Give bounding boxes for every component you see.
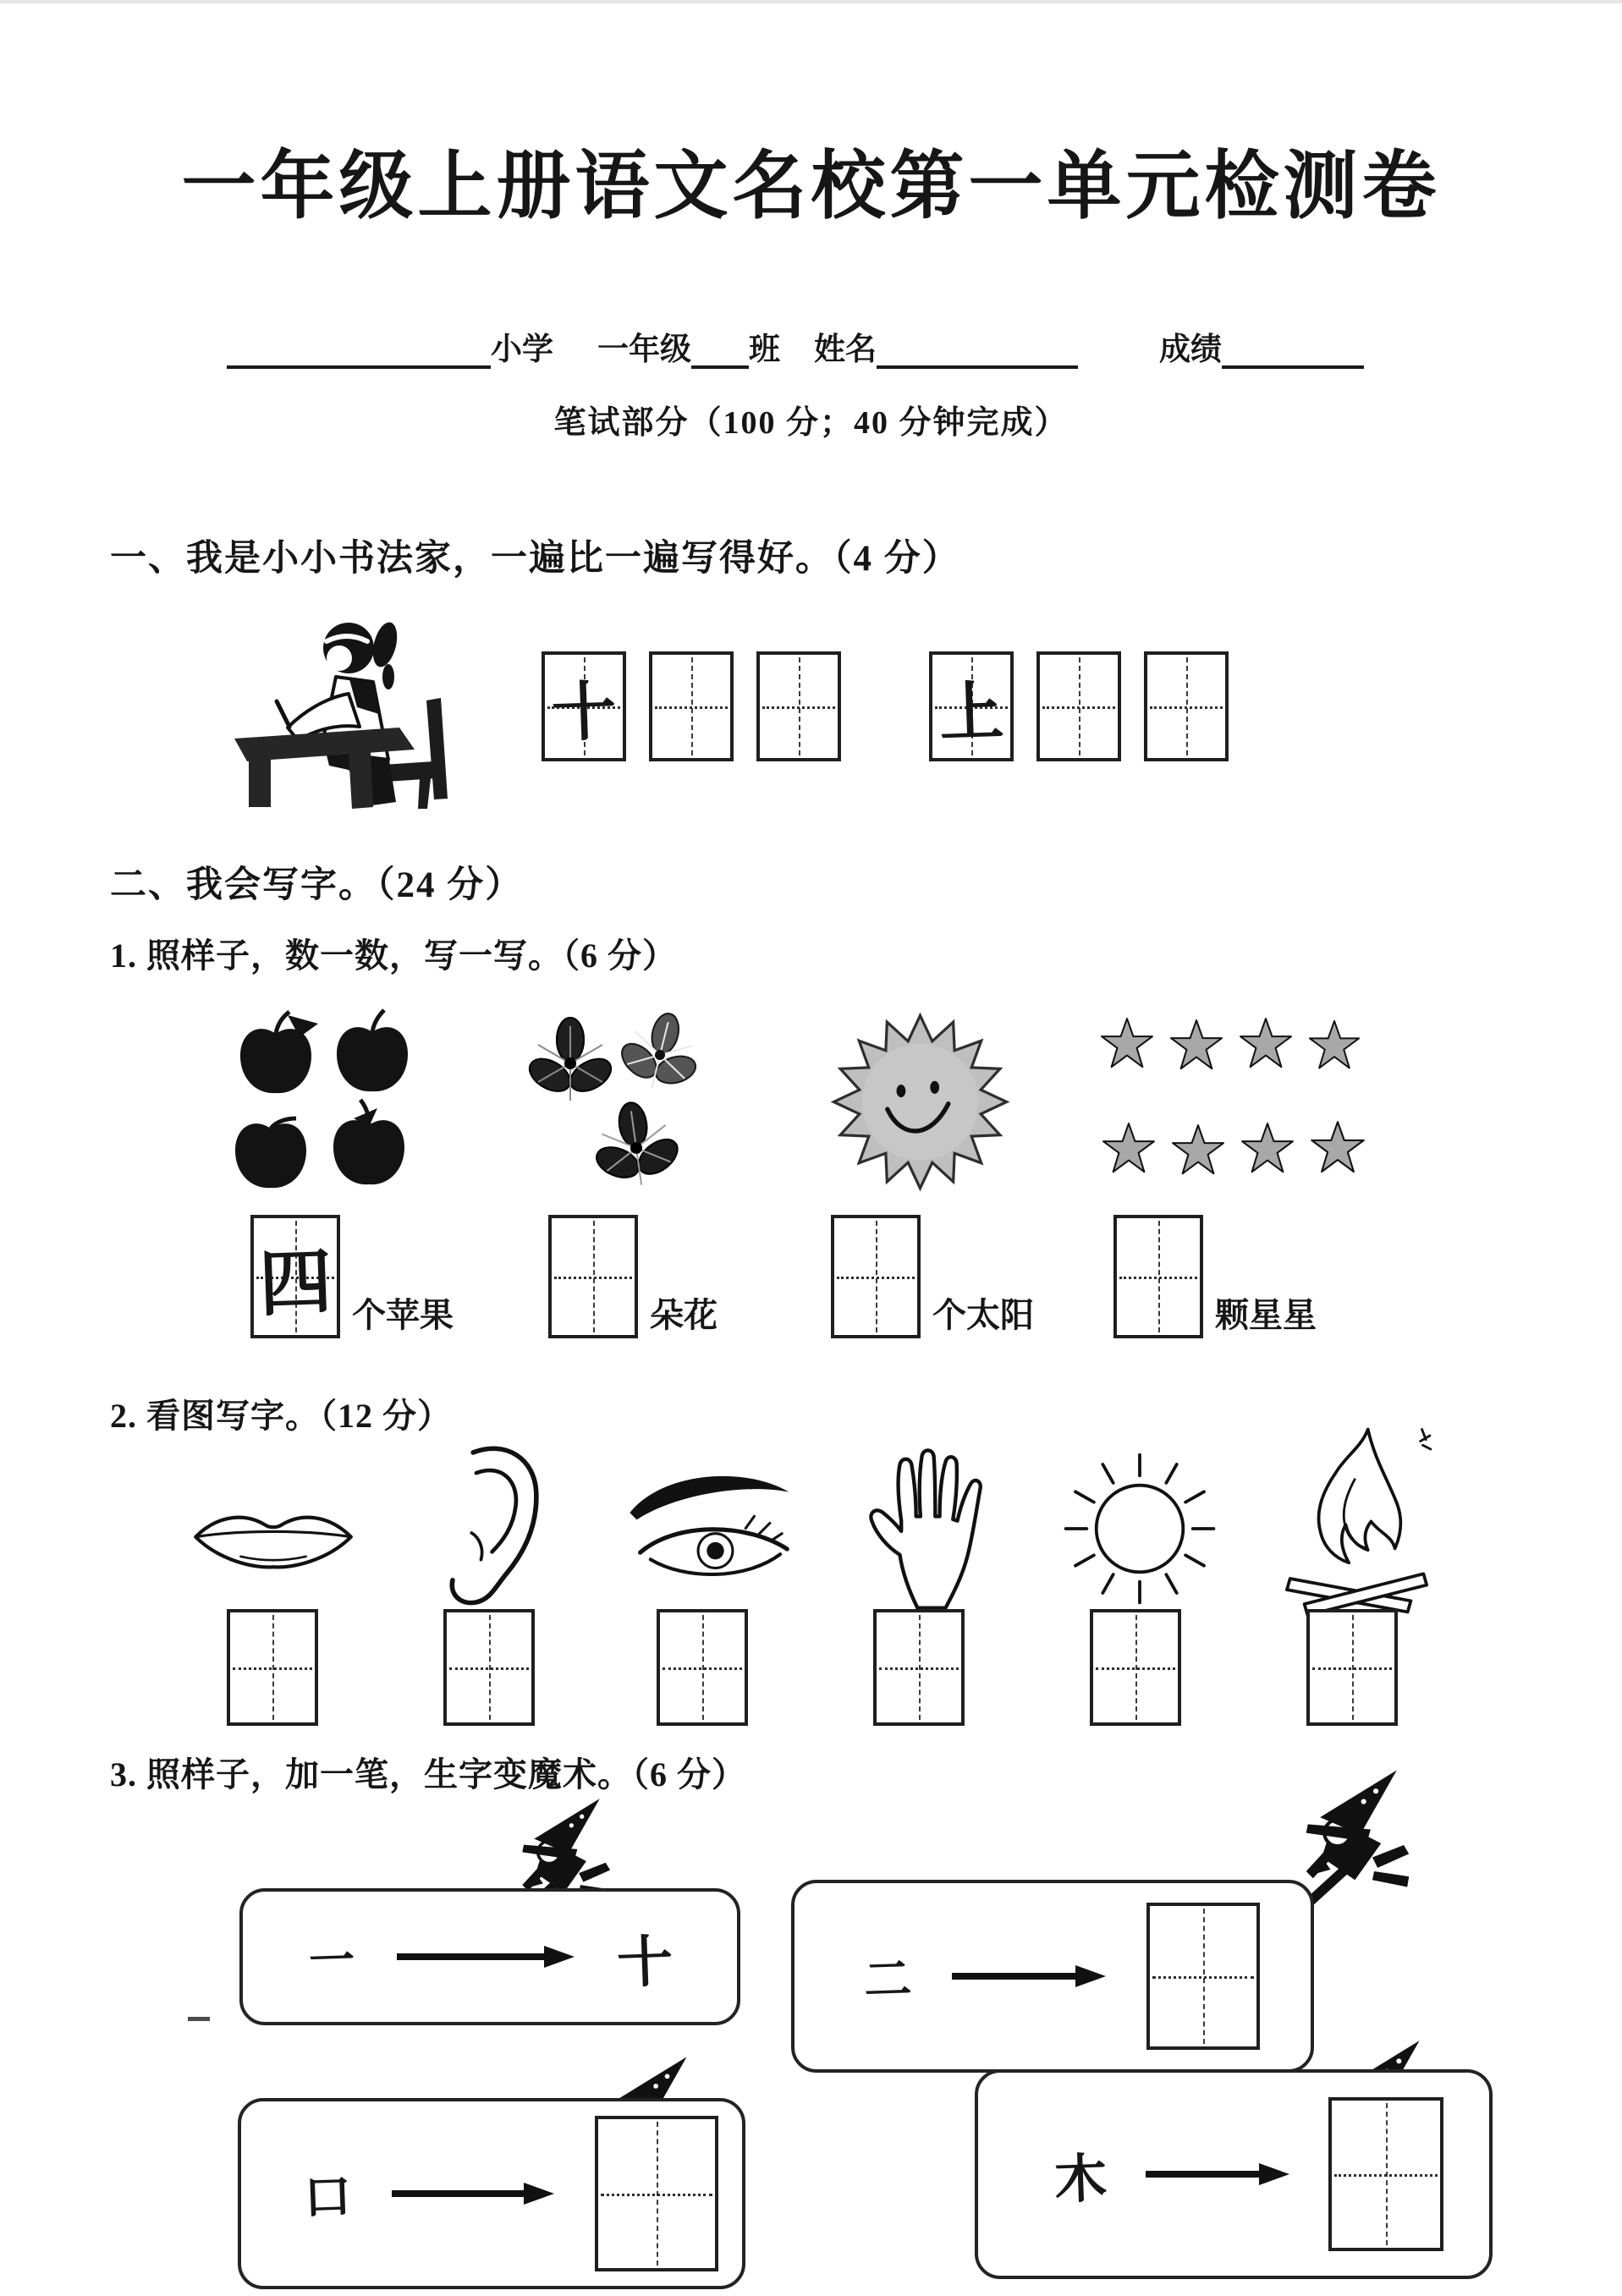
arrow-right-icon [388,2181,558,2206]
q2-answer-cell [227,1609,318,1726]
practice-cell-empty [756,651,841,761]
practice-cell-example [929,651,1014,761]
q2-answer-cell [1306,1609,1398,1726]
transform-from-char: 木 [1053,2150,1108,2210]
class-suffix-label: 班 [749,332,780,366]
section1-heading: 一、我是小小书法家，一遍比一遍写得好。（4 分） [110,539,960,579]
hand-image [853,1438,998,1616]
transform-box-example [239,1888,740,2025]
practice-cell-empty [649,651,734,761]
scan-edge-artifact [0,0,1622,3]
q1-answer-unit [548,1215,718,1338]
score-blank [1222,330,1364,369]
answer-cell [548,1215,638,1338]
practice-grid-group-2 [929,651,1229,761]
answer-char [1115,1217,1202,1336]
answer-char [833,1217,920,1336]
ear-image [423,1440,550,1618]
stars-image [1098,1015,1369,1197]
apples-image [227,1000,430,1211]
arrow-right-icon [393,1944,578,1969]
practice-cell-example [542,651,626,761]
transform-from-char: 二 [863,1953,913,2008]
transform-box [975,2069,1493,2279]
transform-to-char: 十 [615,1931,674,1995]
example-char: 上 [937,676,1005,750]
practice-grid-group-1 [542,651,841,761]
answer-char [550,1217,637,1336]
q2-answer-cell [873,1609,965,1726]
student-info-line [227,323,1364,369]
transform-box [238,2098,745,2289]
answer-char: 四 [257,1241,333,1326]
q1-answer-unit [831,1215,1034,1338]
score-label: 成绩 [1159,332,1222,366]
unit-label: 朵花 [650,1296,718,1334]
eye-image [616,1457,815,1601]
answer-cell [831,1215,921,1338]
unit-label: 个太阳 [932,1296,1034,1334]
school-suffix-label: 小学 [491,332,553,366]
flowers-image [518,1002,721,1214]
fire-image [1262,1423,1453,1622]
page-title: 一年级上册语文名校第一单元检测卷 [181,144,1441,228]
arrow-right-icon [1142,2161,1293,2187]
q1-answer-unit [250,1215,454,1338]
section2-heading: 二、我会写字。（24 分） [110,865,524,905]
q1-heading: 1. 照样子，数一数，写一写。（6 分） [110,937,677,975]
school-name-blank [227,330,491,369]
transform-box [791,1880,1314,2073]
sun-image [1059,1448,1220,1613]
answer-cell [1113,1215,1203,1338]
practice-cell-empty [1036,651,1121,761]
scan-mark-artifact [188,2017,210,2021]
practice-cell-empty [1144,651,1229,761]
name-label: 姓名 [814,332,877,366]
arrow-right-icon [948,1964,1109,1989]
transform-answer-cell [595,2116,718,2271]
exam-subtitle: 笔试部分（100 分；40 分钟完成） [553,405,1069,441]
q2-answer-cell [443,1609,535,1726]
transform-answer-cell [1328,2097,1443,2251]
transform-answer-cell [1146,1903,1260,2050]
lips-image [184,1482,362,1588]
answer-cell [250,1215,340,1338]
transform-from-char: 一 [308,1934,356,1987]
q3-heading: 3. 照样子，加一笔，生字变魔术。（6 分） [110,1755,746,1793]
q1-answer-unit [1113,1215,1317,1338]
q2-heading: 2. 看图写字。（12 分） [110,1397,452,1435]
smiling-sun-image [829,1007,1011,1201]
girl-writing-illustration [222,599,476,815]
q2-answer-cell [1090,1609,1181,1726]
q2-answer-cell [657,1609,748,1726]
example-char: 十 [550,676,618,750]
unit-label: 个苹果 [352,1296,454,1334]
unit-label: 颗星星 [1215,1296,1317,1334]
name-blank [877,330,1078,369]
class-number-blank [691,330,749,369]
transform-from-char: 口 [303,2171,353,2225]
grade-label: 一年级 [597,332,691,366]
